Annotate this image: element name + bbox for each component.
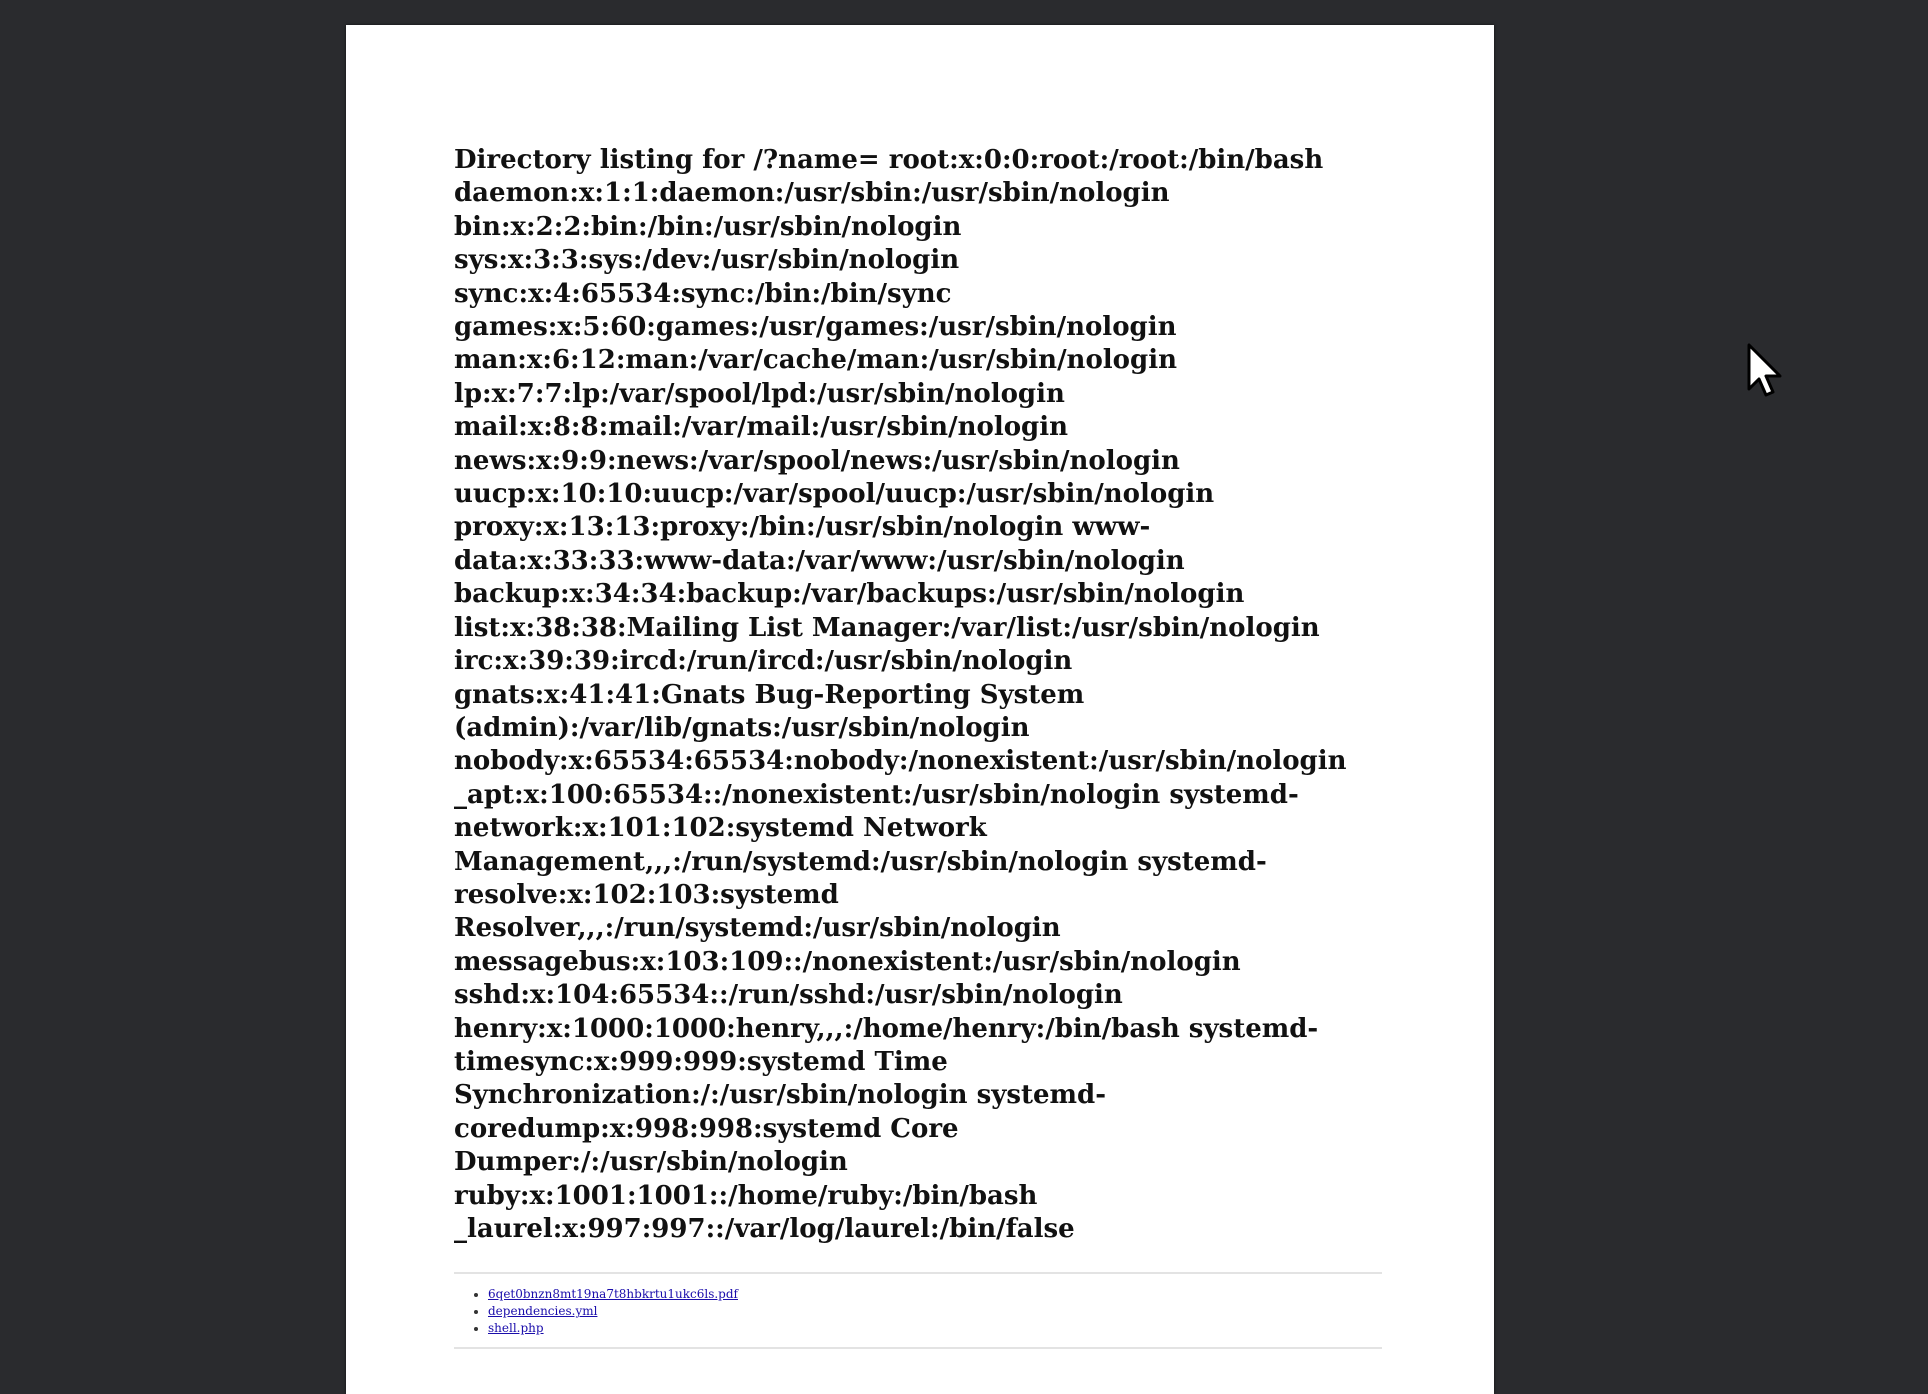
- listing-line: messagebus:x:103:109::/nonexistent:/usr/sbin/nologin: [454, 946, 1241, 977]
- listing-line: sync:x:4:65534:sync:/bin:/bin/sync: [454, 278, 952, 309]
- list-item: [488, 1286, 1394, 1303]
- listing-line: Synchronization:/:/usr/sbin/nologin systemd-: [454, 1080, 1106, 1111]
- listing-line: list:x:38:38:Mailing List Manager:/var/list:/usr/sbin/nologin: [454, 612, 1320, 643]
- listing-line: _apt:x:100:65534::/nonexistent:/usr/sbin/nologin systemd-: [454, 779, 1299, 810]
- listing-line: network:x:101:102:systemd Network: [454, 813, 987, 844]
- listing-line: _laurel:x:997:997::/var/log/laurel:/bin/false: [454, 1214, 1075, 1244]
- listing-line: data:x:33:33:www-data:/var/www:/usr/sbin/nologin: [454, 545, 1185, 576]
- bottom-divider: [454, 1347, 1382, 1349]
- listing-line: Dumper:/:/usr/sbin/nologin: [454, 1147, 848, 1178]
- listing-line: sys:x:3:3:sys:/dev:/usr/sbin/nologin: [454, 245, 960, 276]
- listing-line: (admin):/var/lib/gnats:/usr/sbin/nologin: [454, 712, 1030, 743]
- mouse-pointer-icon: [1746, 343, 1782, 399]
- listing-line: lp:x:7:7:lp:/var/spool/lpd:/usr/sbin/nologin: [454, 378, 1065, 409]
- listing-line: gnats:x:41:41:Gnats Bug-Reporting System: [454, 679, 1085, 710]
- directory-listing-heading: [454, 144, 1394, 1246]
- listing-line: Resolver,,,:/run/systemd:/usr/sbin/nologin: [454, 913, 1061, 944]
- listing-line: games:x:5:60:games:/usr/games:/usr/sbin/nologin: [454, 312, 1177, 343]
- file-link-pdf[interactable]: 6qet0bnzn8mt19na7t8hbkrtu1ukc6ls.pdf: [488, 1287, 738, 1302]
- listing-line: sshd:x:104:65534::/run/sshd:/usr/sbin/nologin: [454, 980, 1123, 1011]
- listing-line: ruby:x:1001:1001::/home/ruby:/bin/bash: [454, 1180, 1038, 1211]
- listing-line: henry:x:1000:1000:henry,,,:/home/henry:/bin/bash systemd-: [454, 1013, 1319, 1044]
- listing-line: backup:x:34:34:backup:/var/backups:/usr/sbin/nologin: [454, 579, 1245, 610]
- listing-line: nobody:x:65534:65534:nobody:/nonexistent:/usr/sbin/nologin: [454, 746, 1347, 777]
- listing-line: timesync:x:999:999:systemd Time: [454, 1046, 948, 1077]
- list-item: [488, 1320, 1394, 1337]
- listing-line: man:x:6:12:man:/var/cache/man:/usr/sbin/nologin: [454, 345, 1177, 376]
- listing-line: Directory listing for /?name= root:x:0:0:root:/root:/bin/bash: [454, 145, 1324, 175]
- listing-line: daemon:x:1:1:daemon:/usr/sbin:/usr/sbin/nologin: [454, 178, 1170, 209]
- file-link-shell[interactable]: shell.php: [488, 1321, 544, 1336]
- listing-line: news:x:9:9:news:/var/spool/news:/usr/sbin/nologin: [454, 445, 1180, 476]
- listing-line: Management,,,:/run/systemd:/usr/sbin/nologin systemd-: [454, 846, 1267, 877]
- listing-line: resolve:x:102:103:systemd: [454, 879, 839, 910]
- listing-line: bin:x:2:2:bin:/bin:/usr/sbin/nologin: [454, 211, 962, 242]
- top-divider: [454, 1272, 1382, 1274]
- file-link-dependencies[interactable]: dependencies.yml: [488, 1304, 598, 1319]
- listing-line: proxy:x:13:13:proxy:/bin:/usr/sbin/nologin www-: [454, 512, 1151, 543]
- list-item: [488, 1303, 1394, 1320]
- file-list: [454, 1286, 1394, 1337]
- listing-line: uucp:x:10:10:uucp:/var/spool/uucp:/usr/sbin/nologin: [454, 479, 1215, 510]
- listing-line: mail:x:8:8:mail:/var/mail:/usr/sbin/nologin: [454, 412, 1068, 443]
- listing-line: irc:x:39:39:ircd:/run/ircd:/usr/sbin/nologin: [454, 646, 1073, 677]
- document-page: [346, 25, 1494, 1394]
- listing-line: coredump:x:998:998:systemd Core: [454, 1113, 959, 1144]
- page-content: [454, 144, 1394, 1349]
